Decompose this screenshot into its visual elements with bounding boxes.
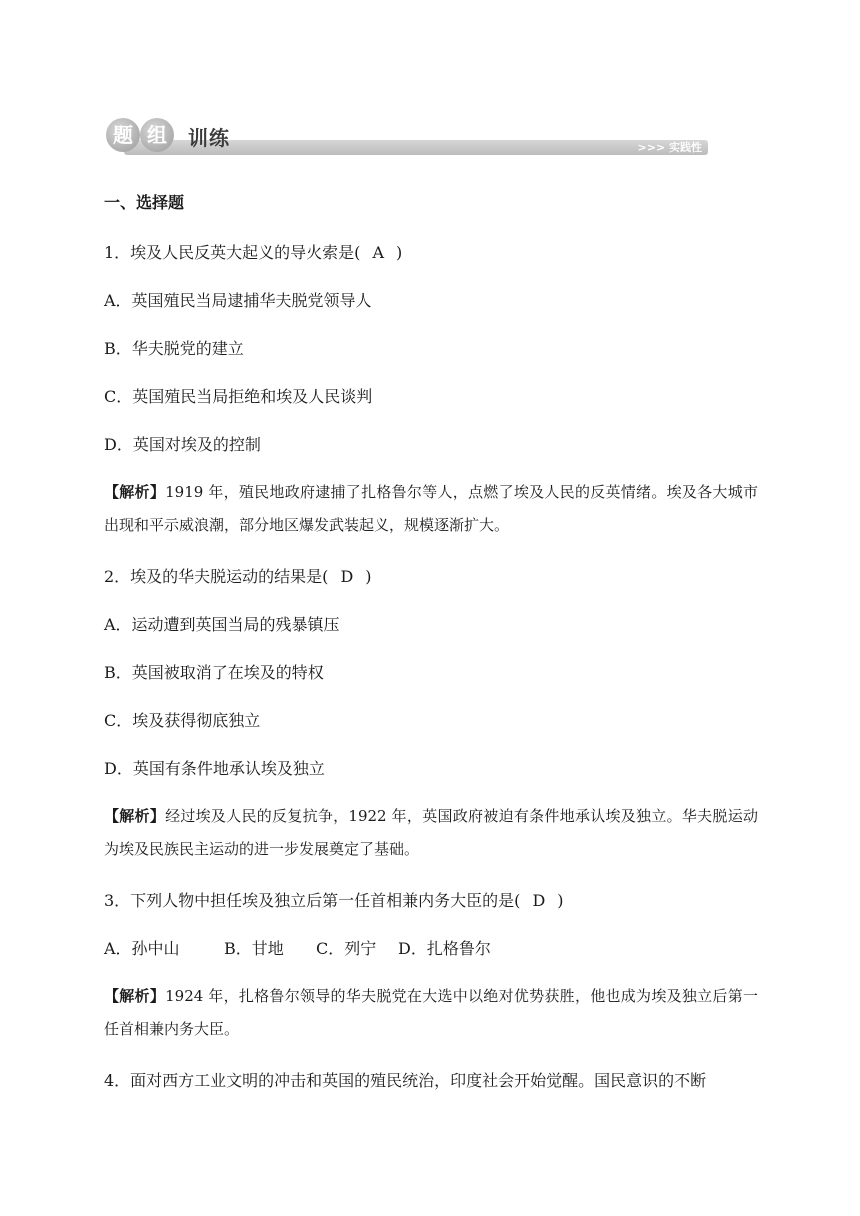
analysis-label: 【解析】 (104, 987, 166, 1005)
question-3-option-d: D．扎格鲁尔 (398, 939, 491, 958)
question-3-option-b: B．甘地 (224, 939, 284, 958)
question-2-option-d: D．英国有条件地承认埃及独立 (104, 759, 325, 778)
question-3-option-c: C．列宁 (316, 939, 377, 958)
section-heading: 一、选择题 (104, 193, 185, 212)
question-1-option-b: B．华夫脱党的建立 (104, 339, 244, 358)
question-2-answer: D (340, 567, 354, 586)
question-1-answer: A (372, 243, 384, 262)
question-1-analysis: 【解析】1919 年，殖民地政府逮捕了扎格鲁尔等人，点燃了埃及人民的反英情绪。埃及各大城市出现和平示威浪潮，部分地区爆发武装起义，规模逐渐扩大。 (104, 483, 758, 534)
question-2-option-c: C．埃及获得彻底独立 (104, 711, 261, 730)
question-1-option-c: C．英国殖民当局拒绝和埃及人民谈判 (104, 387, 373, 406)
banner-tag: >>> 实践性 (637, 141, 702, 154)
banner-badge-2: 组 (140, 118, 174, 152)
question-2-stem: 2．埃及的华夫脱运动的结果是( D ) (104, 567, 372, 586)
question-3-options (104, 936, 491, 959)
question-2-analysis: 【解析】经过埃及人民的反复抗争，1922 年，英国政府被迫有条件地承认埃及独立。华夫脱运动为埃及民族民主运动的进一步发展奠定了基础。 (104, 807, 758, 858)
question-2-option-b: B．英国被取消了在埃及的特权 (104, 663, 324, 682)
question-3-option-a: A．孙中山 (104, 939, 180, 958)
question-1-option-d: D．英国对埃及的控制 (104, 435, 261, 454)
banner-badge-1: 题 (106, 118, 140, 152)
banner-title: 训练 (188, 126, 230, 150)
section-banner (104, 116, 708, 160)
analysis-label: 【解析】 (104, 807, 166, 825)
question-2-option-a: A．运动遭到英国当局的残暴镇压 (104, 615, 340, 634)
question-3-stem: 3．下列人物中担任埃及独立后第一任首相兼内务大臣的是( D ) (104, 891, 564, 910)
analysis-label: 【解析】 (104, 483, 166, 501)
question-1-option-a: A．英国殖民当局逮捕华夫脱党领导人 (104, 291, 372, 310)
question-4-stem: 4．面对西方工业文明的冲击和英国的殖民统治，印度社会开始觉醒。国民意识的不断 (104, 1071, 707, 1090)
question-3-answer: D (532, 891, 546, 910)
question-1-stem: 1．埃及人民反英大起义的导火索是( A ) (104, 243, 403, 262)
question-3-analysis: 【解析】1924 年，扎格鲁尔领导的华夫脱党在大选中以绝对优势获胜，他也成为埃及独立后第一任首相兼内务大臣。 (104, 987, 758, 1038)
